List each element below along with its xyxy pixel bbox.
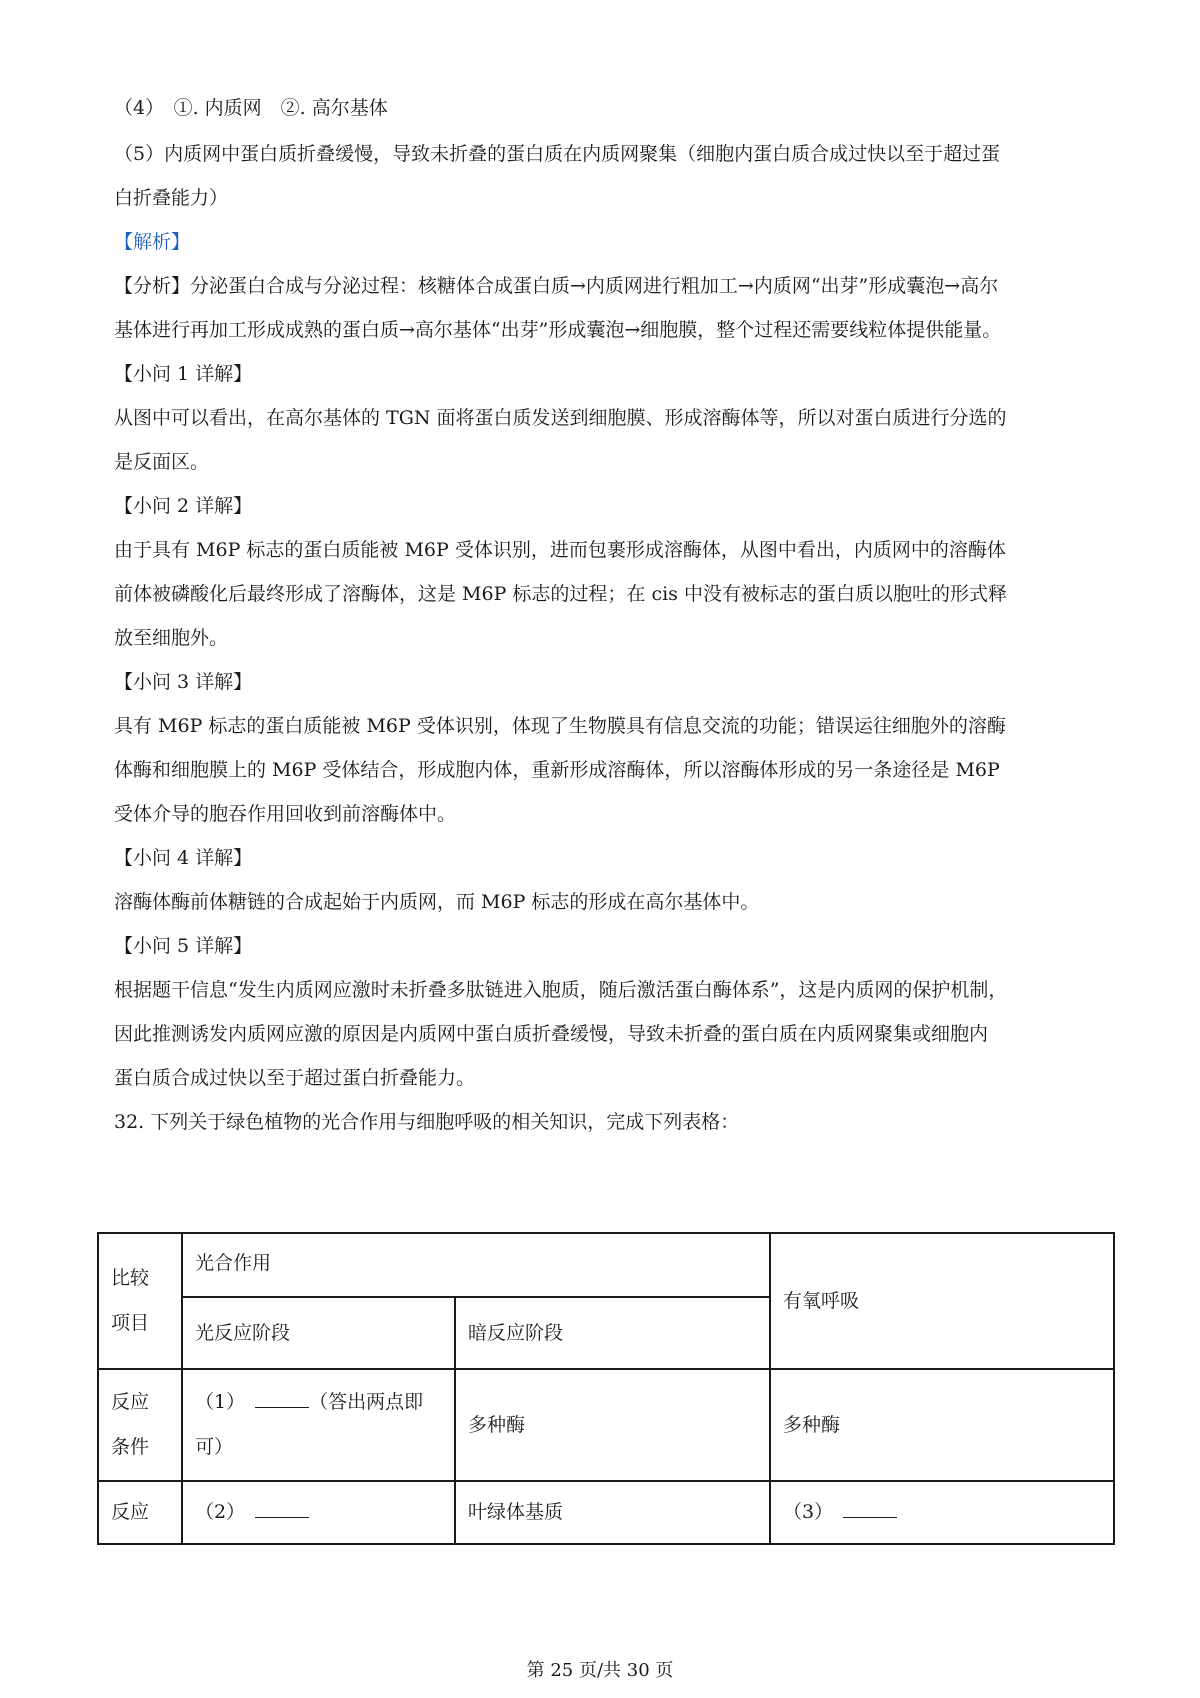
analysis-line1: 【分析】分泌蛋白合成与分泌过程：核糖体合成蛋白质→内质网进行粗加工→内质网“出芽”形成囊泡→高尔 xyxy=(114,275,999,297)
sub3-line2: 体酶和细胞膜上的 M6P 受体结合，形成胞内体，重新形成溶酶体，所以溶酶体形成的另一条途径是 M6P xyxy=(114,759,1000,781)
row1-label-line2: 条件 xyxy=(111,1436,150,1458)
row2-aerobic-prefix: （3） xyxy=(783,1501,834,1523)
row1-dark-cell: 多种酶 xyxy=(455,1369,770,1481)
row2-light-cell xyxy=(182,1481,455,1544)
sub4-line1: 溶酶体酶前体糖链的合成起始于内质网，而 M6P 标志的形成在高尔基体中。 xyxy=(114,891,760,913)
corner-line1: 比较 xyxy=(111,1267,150,1289)
sub5-line3: 蛋白质合成过快以至于超过蛋白折叠能力。 xyxy=(114,1067,476,1089)
aerobic-header: 有氧呼吸 xyxy=(770,1233,1114,1369)
row1-light-cell xyxy=(182,1369,455,1481)
row1-label-line1: 反应 xyxy=(111,1391,150,1413)
analysis-line2: 基体进行再加工形成成熟的蛋白质→高尔基体“出芽”形成囊泡→细胞膜，整个过程还需要线粒体提供能量。 xyxy=(114,319,1002,341)
table-corner-cell xyxy=(98,1233,182,1369)
light-stage-header: 光反应阶段 xyxy=(182,1297,455,1369)
sub4-heading: 【小问 4 详解】 xyxy=(114,847,253,869)
row1-light-suffix: （答出两点即 xyxy=(309,1391,424,1413)
sub1-heading: 【小问 1 详解】 xyxy=(114,363,253,385)
sub5-heading: 【小问 5 详解】 xyxy=(114,935,253,957)
photosynthesis-header: 光合作用 xyxy=(182,1233,770,1297)
sub5-line2: 因此推测诱发内质网应激的原因是内质网中蛋白质折叠缓慢，导致未折叠的蛋白质在内质网聚集或细胞内 xyxy=(114,1023,989,1045)
answer-q5-line2: 白折叠能力） xyxy=(114,187,229,209)
sub2-line2: 前体被磷酸化后最终形成了溶酶体，这是 M6P 标志的过程；在 cis 中没有被标志的蛋白质以胞吐的形式释 xyxy=(114,583,1007,605)
sub3-line1: 具有 M6P 标志的蛋白质能被 M6P 受体识别，体现了生物膜具有信息交流的功能；错误运往细胞外的溶酶 xyxy=(114,715,1006,737)
sub1-line1: 从图中可以看出，在高尔基体的 TGN 面将蛋白质发送到细胞膜、形成溶酶体等，所以对蛋白质进行分选的 xyxy=(114,407,1007,429)
row1-light-line2: 可） xyxy=(195,1436,234,1458)
answer-q5-line1: （5）内质网中蛋白质折叠缓慢，导致未折叠的蛋白质在内质网聚集（细胞内蛋白质合成过快以至于超过蛋 xyxy=(114,143,1001,165)
answer-q4: （4） ①. 内质网 ②. 高尔基体 xyxy=(114,97,388,119)
row2-dark-cell: 叶绿体基质 xyxy=(455,1481,770,1544)
sub1-line2: 是反面区。 xyxy=(114,451,210,473)
answer-blank-1[interactable] xyxy=(255,1387,309,1408)
row1-aerobic-cell: 多种酶 xyxy=(770,1369,1114,1481)
row1-label xyxy=(98,1369,182,1481)
dark-stage-header: 暗反应阶段 xyxy=(455,1297,770,1369)
sub3-heading: 【小问 3 详解】 xyxy=(114,671,253,693)
sub2-line3: 放至细胞外。 xyxy=(114,627,229,649)
sub2-heading: 【小问 2 详解】 xyxy=(114,495,253,517)
corner-line2: 项目 xyxy=(111,1312,150,1334)
row2-light-prefix: （2） xyxy=(195,1501,246,1523)
row2-label: 反应 xyxy=(98,1481,182,1544)
row1-light-prefix: （1） xyxy=(195,1391,246,1413)
comparison-table xyxy=(97,1232,1115,1545)
sub2-line1: 由于具有 M6P 标志的蛋白质能被 M6P 受体识别，进而包裹形成溶酶体，从图中看出，内质网中的溶酶体 xyxy=(114,539,1006,561)
answer-blank-3[interactable] xyxy=(843,1497,897,1518)
row2-aerobic-cell xyxy=(770,1481,1114,1544)
sub5-line1: 根据题干信息“发生内质网应激时未折叠多肽链进入胞质，随后激活蛋白酶体系”，这是内质网的保护机制， xyxy=(114,979,1008,1001)
page-footer: 第 25 页/共 30 页 xyxy=(526,1660,674,1681)
analysis-heading: 【解析】 xyxy=(114,231,191,253)
q32-prompt: 32. 下列关于绿色植物的光合作用与细胞呼吸的相关知识，完成下列表格： xyxy=(114,1111,740,1133)
sub3-line3: 受体介导的胞吞作用回收到前溶酶体中。 xyxy=(114,803,457,825)
answer-blank-2[interactable] xyxy=(255,1497,309,1518)
